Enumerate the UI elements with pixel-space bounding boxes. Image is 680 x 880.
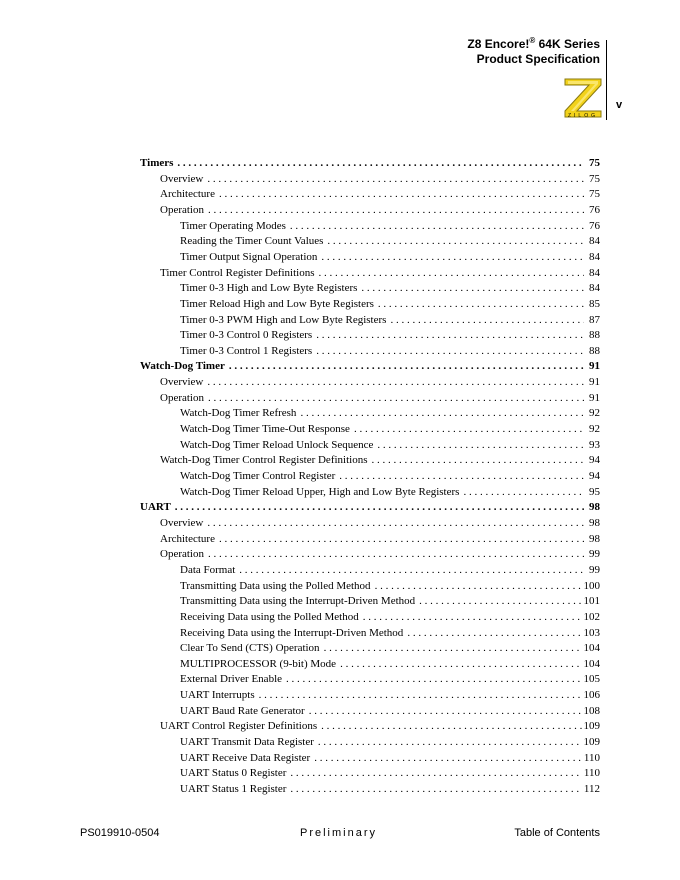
footer-status: Preliminary — [300, 827, 378, 839]
logo-wordmark: ZILOG — [567, 113, 598, 119]
toc-entry-title: Timer Output Signal Operation — [180, 250, 318, 263]
toc-leader-dots — [175, 501, 584, 513]
toc-entry-page: 94 — [589, 454, 600, 467]
toc-entry-title: UART — [140, 501, 171, 514]
toc-entry-title: Architecture — [160, 532, 215, 545]
toc-entry[interactable] — [180, 627, 600, 643]
toc-entry-title: Timer 0-3 High and Low Byte Registers — [180, 282, 358, 295]
toc-entry[interactable] — [180, 470, 600, 486]
toc-entry-page: 106 — [583, 689, 600, 702]
toc-entry-page: 108 — [583, 704, 600, 717]
toc-entry-page: 87 — [589, 313, 600, 326]
toc-leader-dots — [207, 376, 584, 388]
toc-entry-title: UART Transmit Data Register — [180, 736, 314, 749]
toc-entry[interactable] — [160, 548, 600, 564]
toc-entry-page: 109 — [583, 736, 600, 749]
toc-entry[interactable] — [160, 454, 600, 470]
toc-leader-dots — [207, 173, 584, 185]
page-number: v — [616, 99, 623, 111]
toc-entry-title: Timers — [140, 157, 174, 169]
toc-leader-dots — [361, 282, 584, 294]
toc-entry-page: 99 — [589, 563, 600, 576]
toc-leader-dots — [316, 329, 584, 341]
toc-leader-dots — [229, 360, 584, 372]
toc-entry-page: 94 — [589, 470, 600, 482]
toc-entry-page: 85 — [589, 297, 600, 310]
toc-leader-dots — [300, 407, 584, 419]
toc-entry-page: 110 — [583, 751, 600, 764]
toc-entry-title: Transmitting Data using the Polled Method — [180, 579, 371, 592]
toc-entry-page: 98 — [589, 516, 600, 529]
toc-entry[interactable] — [160, 720, 600, 736]
toc-entry[interactable] — [140, 157, 600, 173]
toc-entry[interactable] — [180, 689, 600, 705]
toc-entry[interactable] — [180, 767, 600, 783]
toc-entry-title: Receiving Data using the Polled Method — [180, 610, 359, 623]
toc-entry[interactable] — [180, 595, 600, 611]
toc-entry-page: 84 — [589, 282, 600, 295]
toc-entry-page: 76 — [589, 203, 600, 216]
toc-leader-dots — [321, 720, 581, 732]
toc-entry-title: Operation — [160, 548, 204, 561]
toc-entry[interactable] — [180, 736, 600, 752]
toc-leader-dots — [463, 486, 584, 498]
toc-entry-title: External Driver Enable — [180, 673, 283, 686]
toc-leader-dots — [390, 314, 584, 326]
toc-entry-page: 92 — [589, 407, 600, 420]
toc-entry-page: 103 — [583, 626, 600, 639]
title-product: Z8 Encore! — [467, 37, 530, 51]
toc-entry[interactable] — [140, 501, 600, 517]
toc-entry-title: UART Control Register Definitions — [160, 720, 318, 733]
toc-entry-page: 105 — [583, 673, 600, 686]
toc-entry[interactable] — [180, 611, 600, 627]
toc-entry-page: 84 — [589, 250, 600, 263]
toc-leader-dots — [318, 736, 582, 748]
toc-entry[interactable] — [160, 204, 600, 220]
toc-entry[interactable] — [180, 220, 600, 236]
toc-entry-title: Overview — [160, 516, 204, 529]
toc-leader-dots — [239, 564, 584, 576]
toc-entry-title: Watch-Dog Timer Reload Upper, High and Low Byte Registers — [180, 485, 460, 498]
toc-leader-dots — [290, 783, 582, 795]
toc-entry[interactable] — [160, 267, 600, 283]
toc-leader-dots — [316, 345, 584, 357]
toc-entry-page: 93 — [589, 438, 600, 451]
toc-leader-dots — [319, 267, 584, 279]
toc-entry-page: 112 — [583, 783, 600, 795]
toc-entry-title: Receiving Data using the Interrupt-Driven Method — [180, 626, 404, 639]
toc-leader-dots — [340, 658, 581, 670]
title-series: 64K Series — [535, 37, 600, 51]
toc-entry-title: MULTIPROCESSOR (9-bit) Mode — [180, 657, 337, 670]
toc-entry[interactable] — [180, 673, 600, 689]
toc-entry[interactable] — [180, 783, 600, 799]
toc-entry-title: Watch-Dog Timer Control Register Definitions — [160, 454, 368, 467]
toc-entry-page: 91 — [589, 391, 600, 404]
toc-leader-dots — [363, 611, 582, 623]
toc-entry-title: Timer 0-3 Control 0 Registers — [180, 329, 313, 342]
toc-entry-page: 88 — [589, 329, 600, 342]
toc-entry-page: 95 — [589, 485, 600, 498]
toc-entry-page: 92 — [589, 423, 600, 436]
toc-entry-title: Timer Operating Modes — [180, 219, 286, 232]
toc-entry[interactable] — [180, 345, 600, 361]
toc-entry-title: Watch-Dog Timer Reload Unlock Sequence — [180, 438, 374, 451]
toc-entry-title: Data Format — [180, 563, 236, 576]
toc-leader-dots — [419, 595, 581, 607]
toc-leader-dots — [309, 705, 582, 717]
toc-entry[interactable] — [160, 188, 600, 204]
toc-entry[interactable] — [180, 235, 600, 251]
toc-entry[interactable] — [180, 423, 600, 439]
toc-entry-page: 88 — [589, 344, 600, 357]
toc-entry-page: 75 — [589, 157, 600, 169]
document-subtitle: Product Specification — [476, 52, 600, 66]
toc-leader-dots — [324, 642, 582, 654]
toc-entry-title: Architecture — [160, 188, 215, 201]
toc-entry-title: UART Interrupts — [180, 689, 255, 702]
toc-leader-dots — [375, 580, 582, 592]
toc-entry-title: UART Status 1 Register — [180, 783, 287, 795]
toc-entry-title: Timer Control Register Definitions — [160, 266, 315, 279]
toc-leader-dots — [407, 627, 581, 639]
toc-entry-title: Watch-Dog Timer Control Register — [180, 470, 336, 482]
toc-entry[interactable] — [180, 329, 600, 345]
footer-doc-id: PS019910-0504 — [80, 827, 160, 839]
registered-mark: ® — [529, 36, 536, 45]
toc-entry-title: Operation — [160, 203, 204, 216]
toc-entry-page: 101 — [583, 595, 600, 608]
toc-leader-dots — [327, 235, 584, 247]
toc-leader-dots — [372, 454, 585, 466]
toc-leader-dots — [314, 752, 582, 764]
toc-entry-page: 84 — [589, 266, 600, 279]
toc-entry-page: 98 — [589, 532, 600, 545]
toc-entry-page: 76 — [589, 219, 600, 232]
toc-entry-title: Timer Reload High and Low Byte Registers — [180, 297, 374, 310]
toc-entry-title: Watch-Dog Timer — [140, 360, 225, 373]
toc-leader-dots — [290, 220, 584, 232]
toc-entry-page: 91 — [589, 376, 600, 389]
toc-entry-page: 100 — [583, 579, 600, 592]
toc-entry-title: Overview — [160, 172, 204, 185]
footer-section: Table of Contents — [514, 827, 600, 839]
toc-entry-page: 75 — [589, 172, 600, 185]
toc-entry-title: Transmitting Data using the Interrupt-Driven Method — [180, 595, 416, 608]
toc-entry-page: 84 — [589, 235, 600, 248]
toc-leader-dots — [219, 533, 584, 545]
toc-entry-page: 110 — [583, 767, 600, 780]
toc-leader-dots — [259, 689, 582, 701]
toc-leader-dots — [377, 439, 584, 451]
toc-entry-page: 91 — [589, 360, 600, 373]
toc-entry-page: 104 — [583, 642, 600, 655]
toc-entry[interactable] — [180, 298, 600, 314]
toc-leader-dots — [321, 251, 584, 263]
toc-entry-title: UART Receive Data Register — [180, 751, 311, 764]
toc-entry[interactable] — [180, 407, 600, 423]
toc-entry-title: Watch-Dog Timer Refresh — [180, 407, 297, 420]
toc-leader-dots — [208, 392, 584, 404]
toc-entry[interactable] — [180, 314, 600, 330]
toc-entry-page: 99 — [589, 548, 600, 561]
toc-leader-dots — [219, 188, 584, 200]
toc-entry[interactable] — [140, 360, 600, 376]
toc-entry-title: Reading the Timer Count Values — [180, 235, 324, 248]
toc-leader-dots — [339, 470, 584, 482]
toc-entry-page: 98 — [589, 501, 600, 514]
toc-leader-dots — [208, 548, 584, 560]
toc-entry[interactable] — [180, 251, 600, 267]
toc-leader-dots — [177, 157, 584, 169]
toc-leader-dots — [378, 298, 584, 310]
toc-entry[interactable] — [180, 752, 600, 768]
toc-entry-page: 109 — [583, 720, 600, 733]
header-divider — [606, 40, 607, 120]
toc-leader-dots — [208, 204, 584, 216]
toc-entry-page: 104 — [583, 657, 600, 670]
toc-entry[interactable] — [180, 564, 600, 580]
toc-leader-dots — [207, 517, 584, 529]
toc-entry[interactable] — [160, 533, 600, 549]
toc-entry[interactable] — [180, 282, 600, 298]
toc-entry[interactable] — [180, 439, 600, 455]
toc-entry-title: Operation — [160, 391, 204, 404]
toc-entry-title: Clear To Send (CTS) Operation — [180, 642, 320, 655]
toc-entry[interactable] — [180, 580, 600, 596]
document-title — [300, 37, 600, 52]
toc-entry[interactable] — [180, 658, 600, 674]
toc-entry-page: 102 — [583, 610, 600, 623]
toc-entry-title: Timer 0-3 PWM High and Low Byte Registers — [180, 313, 387, 326]
toc-entry[interactable] — [160, 392, 600, 408]
toc-entry-page: 75 — [589, 188, 600, 201]
toc-leader-dots — [354, 423, 584, 435]
toc-entry[interactable] — [160, 173, 600, 189]
toc-leader-dots — [290, 767, 582, 779]
toc-entry-title: UART Baud Rate Generator — [180, 704, 305, 717]
toc-entry-title: Timer 0-3 Control 1 Registers — [180, 344, 313, 357]
toc-entry[interactable] — [180, 705, 600, 721]
toc-entry[interactable] — [180, 642, 600, 658]
toc-entry-title: Watch-Dog Timer Time-Out Response — [180, 423, 350, 436]
toc-entry[interactable] — [160, 517, 600, 533]
toc-entry[interactable] — [160, 376, 600, 392]
toc-entry-title: UART Status 0 Register — [180, 767, 287, 780]
toc-leader-dots — [286, 673, 581, 685]
toc-entry-title: Overview — [160, 376, 204, 389]
toc-entry[interactable] — [180, 486, 600, 502]
